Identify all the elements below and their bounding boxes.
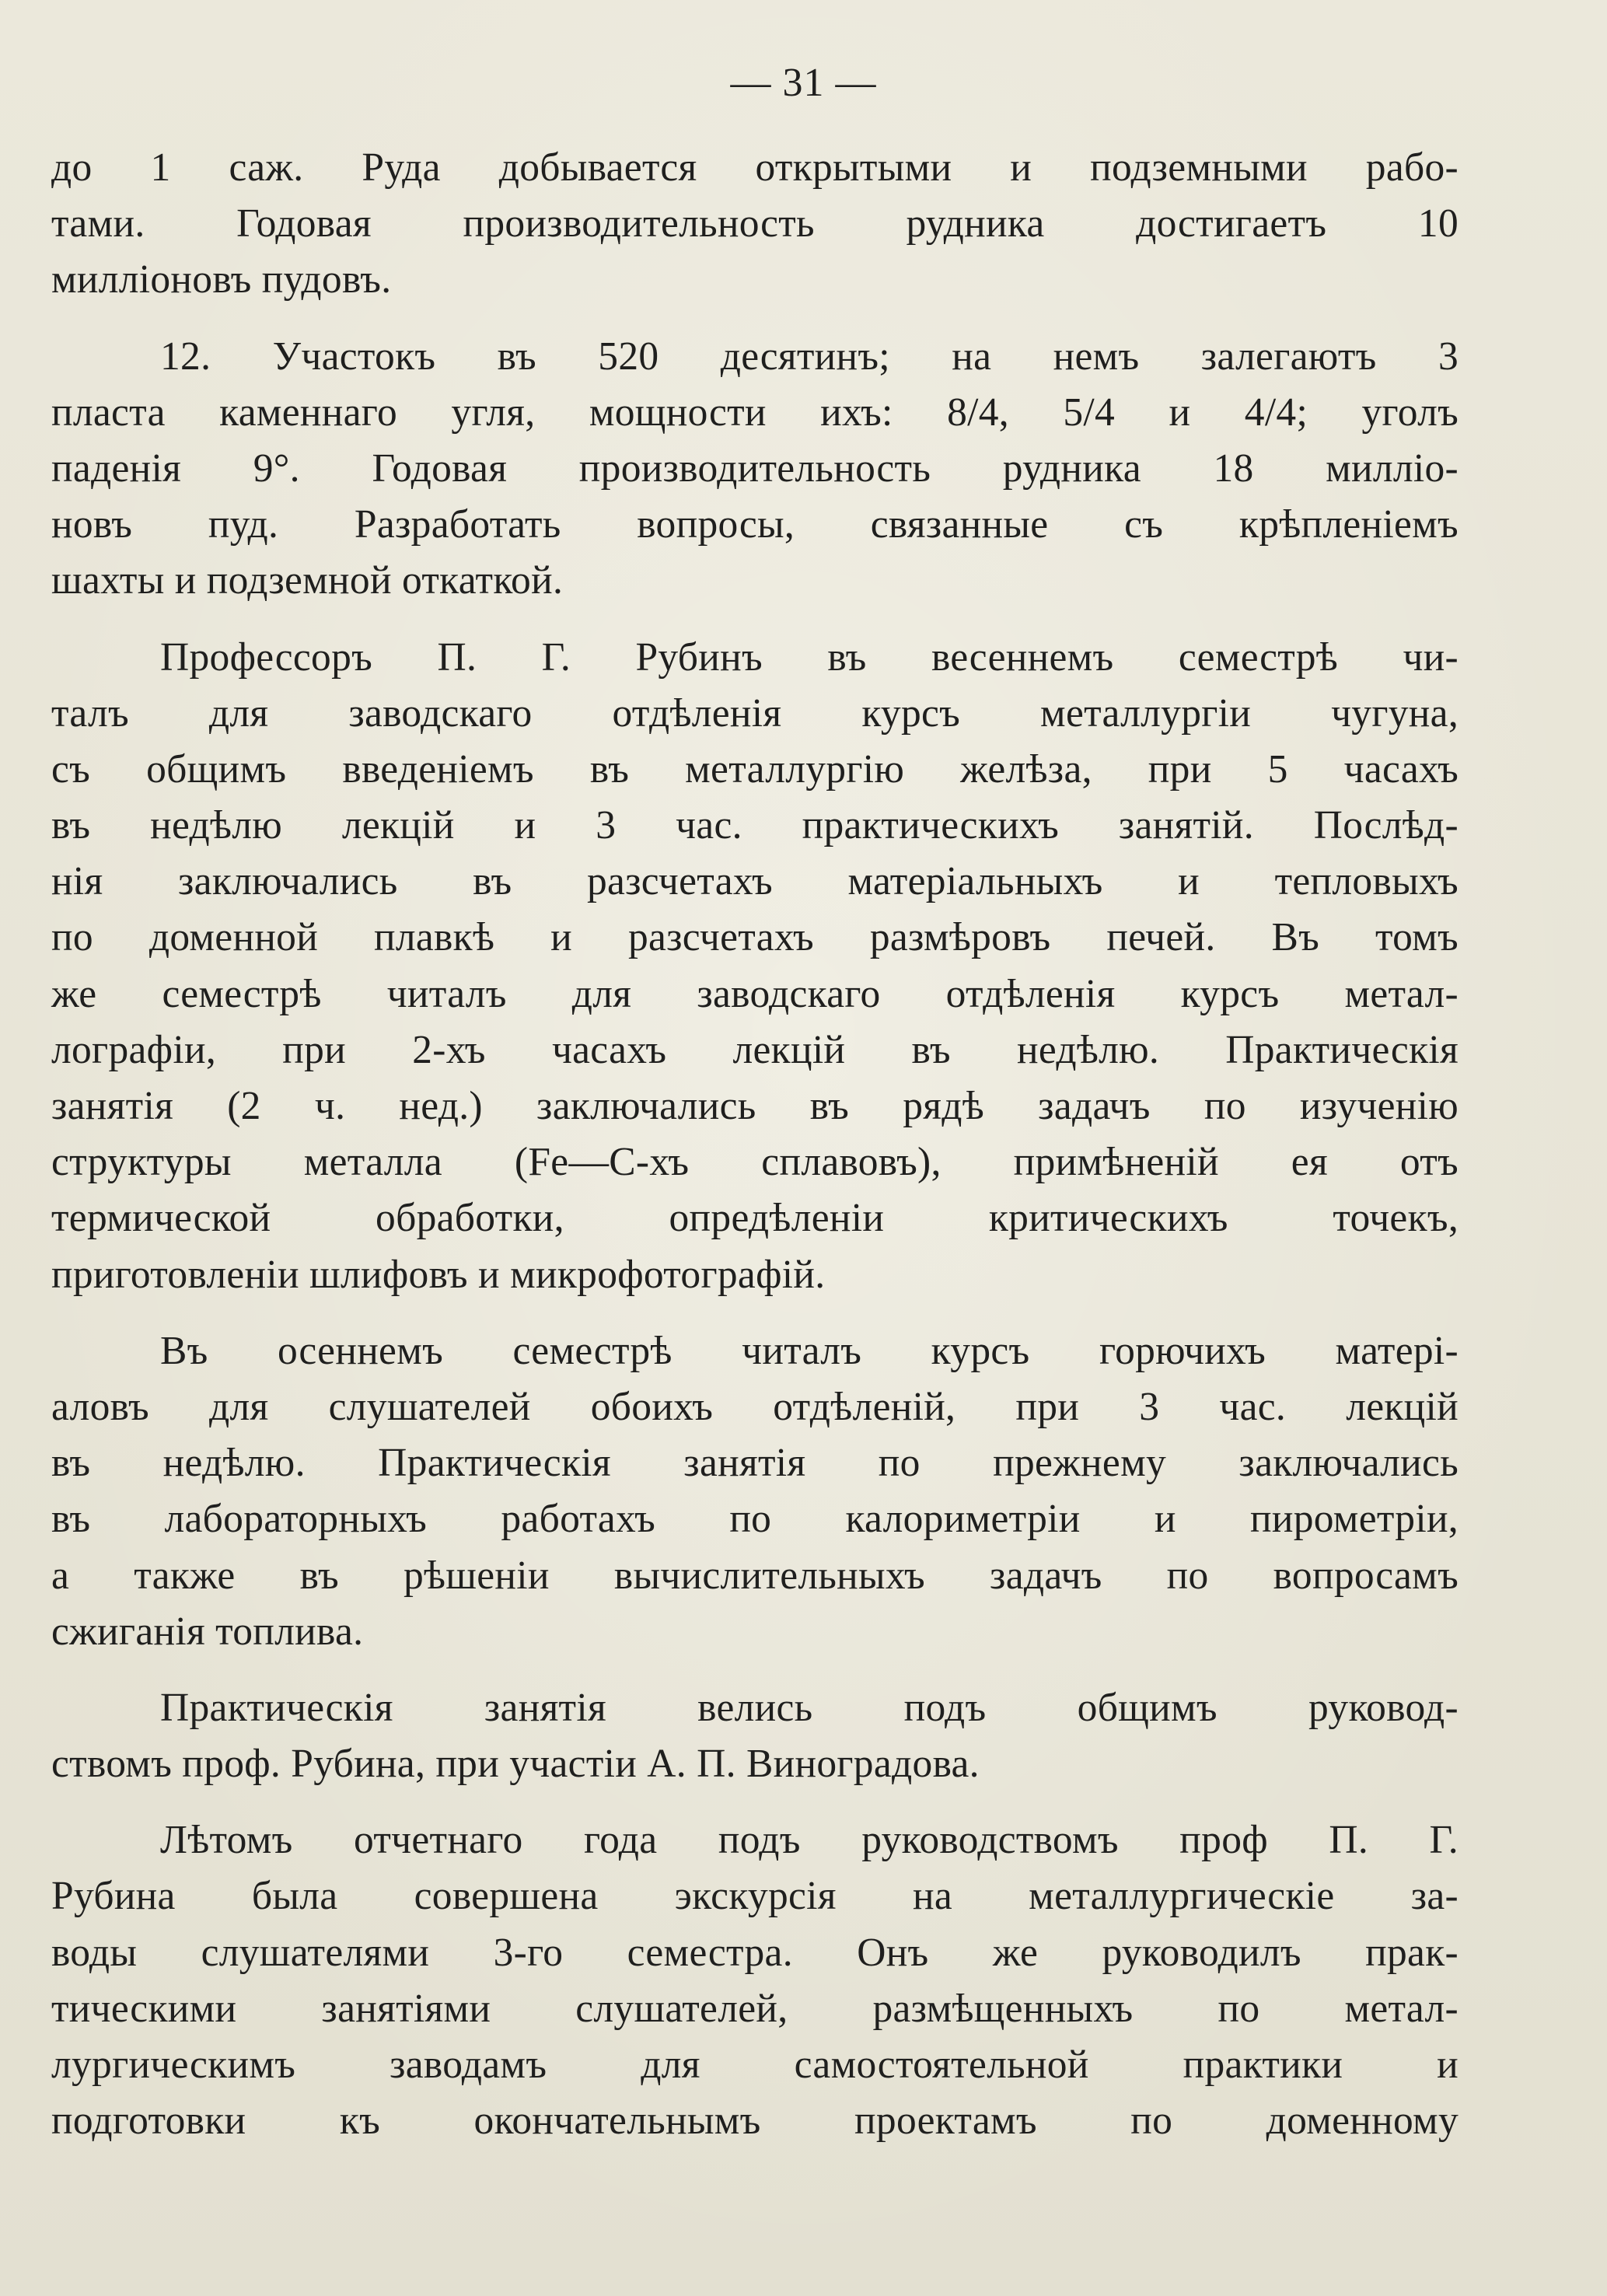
text-line: пласта каменнаго угля, мощности ихъ: 8/4, 5/4 и 4/4; уголъ	[51, 390, 1459, 435]
text-line: аловъ для слушателей обоихъ отдѣленій, при 3 час. лекцій	[51, 1384, 1459, 1429]
text-line: Въ осеннемъ семестрѣ читалъ курсъ горючихъ матері-	[160, 1328, 1459, 1373]
text-line: структуры металла (Fe—С-хъ сплавовъ), примѣненій ея отъ	[51, 1140, 1459, 1185]
text-line: же семестрѣ читалъ для заводскаго отдѣленія курсъ метал-	[51, 971, 1459, 1016]
paragraph-6	[51, 1812, 1459, 2149]
text-line: занятія (2 ч. нед.) заключались въ рядѣ задачъ по изученію	[51, 1084, 1459, 1128]
text-line: ствомъ проф. Рубина, при участіи А. П. Виноградова.	[51, 1742, 980, 1787]
text-line: шахты и подземной откаткой.	[51, 558, 564, 603]
text-line: талъ для заводскаго отдѣленія курсъ металлургіи чугуна,	[51, 690, 1459, 736]
text-line: милліоновъ пудовъ.	[51, 257, 392, 302]
page-body	[51, 140, 1459, 2149]
text-line: а также въ рѣшеніи вычислительныхъ задачъ по вопросамъ	[51, 1553, 1459, 1598]
paragraph-3	[51, 630, 1459, 1303]
text-line: воды слушателями 3-го семестра. Онъ же руководилъ прак-	[51, 1930, 1459, 1975]
text-line: нія заключались въ разсчетахъ матеріальныхъ и тепловыхъ	[51, 859, 1459, 904]
text-line: сжиганія топлива.	[51, 1609, 364, 1654]
paragraph-4	[51, 1323, 1459, 1660]
text-line: Лѣтомъ отчетнаго года подъ руководствомъ проф П. Г.	[160, 1818, 1459, 1863]
text-line: съ общимъ введеніемъ въ металлургію желѣза, при 5 часахъ	[51, 746, 1459, 792]
text-line: 12. Участокъ въ 520 десятинъ; на немъ залегаютъ 3	[160, 334, 1459, 379]
text-line: Профессоръ П. Г. Рубинъ въ весеннемъ семестрѣ чи-	[160, 634, 1459, 680]
text-line: подготовки къ окончательнымъ проектамъ по доменному	[51, 2099, 1459, 2144]
text-line: Практическія занятія велись подъ общимъ руковод-	[160, 1685, 1459, 1730]
text-line: до 1 саж. Руда добывается открытыми и подземными рабо-	[51, 145, 1459, 190]
text-line: термической обработки, опредѣленіи критическихъ точекъ,	[51, 1196, 1459, 1241]
text-line: тами. Годовая производительность рудника достигаетъ 10	[51, 201, 1459, 246]
paragraph-5	[51, 1680, 1459, 1792]
text-line: въ лабораторныхъ работахъ по калориметріи и пирометріи,	[51, 1497, 1459, 1542]
text-line: паденія 9°. Годовая производительность рудника 18 милліо-	[51, 446, 1459, 491]
text-line: лографіи, при 2-хъ часахъ лекцій въ недѣлю. Практическія	[51, 1027, 1459, 1072]
text-line: въ недѣлю лекцій и 3 час. практическихъ занятій. Послѣд-	[51, 803, 1459, 848]
text-line: по доменной плавкѣ и разсчетахъ размѣровъ печей. Въ томъ	[51, 915, 1459, 960]
text-line: новъ пуд. Разработать вопросы, связанные съ крѣпленіемъ	[51, 502, 1459, 547]
paragraph-2	[51, 329, 1459, 610]
text-line: приготовленіи шлифовъ и микрофотографій.	[51, 1252, 826, 1297]
text-line: въ недѣлю. Практическія занятія по прежнему заключались	[51, 1441, 1459, 1486]
paragraph-1	[51, 140, 1459, 309]
text-line: тическими занятіями слушателей, размѣщенныхъ по метал-	[51, 1986, 1459, 2031]
text-line: Рубина была совершена экскурсія на металлургическіе за-	[51, 1874, 1459, 1919]
text-line: лургическимъ заводамъ для самостоятельной практики и	[51, 2043, 1459, 2087]
page-number: — 31 —	[730, 61, 877, 105]
